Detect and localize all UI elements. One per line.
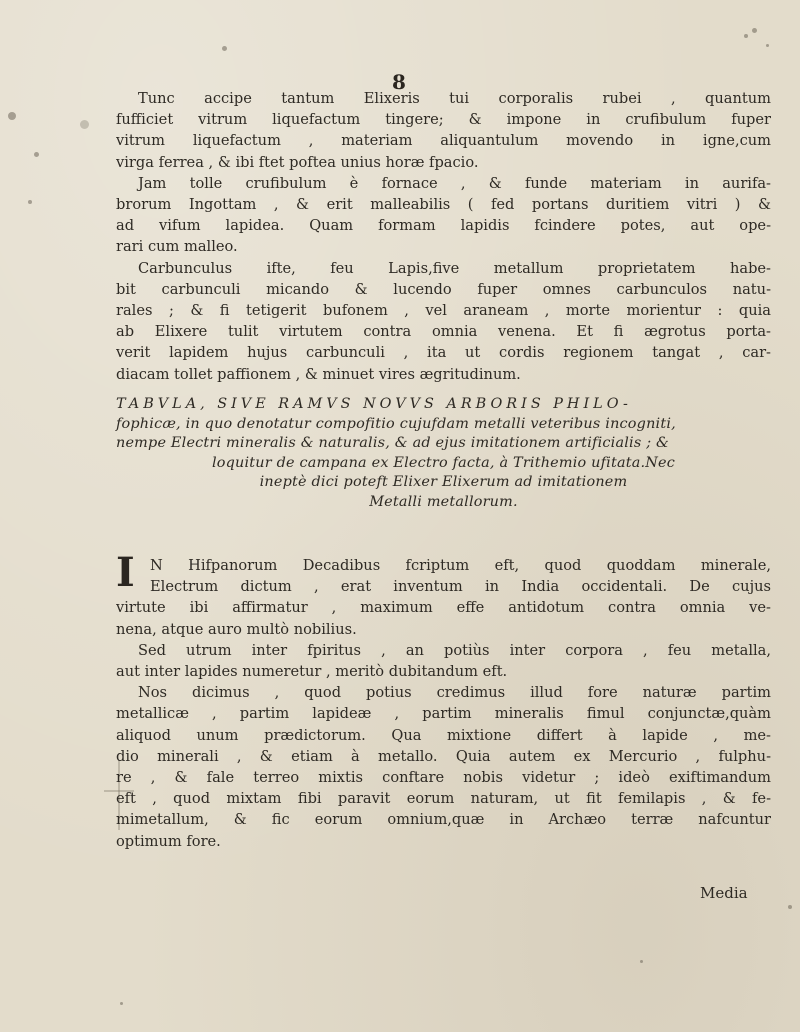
text-line: metallicæ , partim lapideæ , partim mineralis fimul conjunctæ,quàm — [116, 705, 771, 723]
ink-speck — [34, 152, 39, 157]
paragraph-2 — [116, 549, 771, 852]
text-line: ab Elixere tulit virtutem contra omnia venena. Et fi ægrotus porta- — [116, 323, 771, 341]
text-line: rales ; & fi tetigerit bufonem , vel araneam , morte morientur : quia — [116, 302, 771, 320]
heading-line: TABVLA, SIVE RAMVS NOVVS ARBORIS PHILO- — [116, 396, 632, 412]
ink-speck — [640, 960, 643, 963]
heading-line: fophicæ, in quo denotatur compofitio cujufdam metalli veteribus incogniti, — [116, 415, 676, 432]
text-line: rari cum malleo. — [116, 238, 238, 256]
text-line: Tunc accipe tantum Elixeris tui corporalis rubei , quantum — [138, 90, 771, 107]
ink-speck — [28, 200, 32, 204]
ink-speck — [752, 28, 757, 33]
section-heading — [116, 395, 771, 513]
text-line: brorum Ingottam , & erit malleabilis ( fed portans duritiem vitri ) & — [116, 196, 771, 214]
text-line: aliquod unum prædictorum. Qua mixtione differt à lapide , me- — [116, 726, 771, 744]
page-number: 8 — [392, 70, 406, 94]
text-line: Carbunculus ifte, feu Lapis,five metallum proprietatem habe- — [138, 259, 771, 277]
text-line: Jam tolle crufibulum è fornace , & funde materiam in aurifa- — [138, 174, 771, 192]
ink-speck — [8, 112, 16, 120]
text-line: Nos dicimus , quod potius credimus illud fore naturæ partim — [138, 684, 771, 702]
text-line: re , & fale terreo mixtis conftare nobis videtur ; ideò exiftimandum — [116, 769, 771, 787]
ink-speck — [744, 34, 748, 38]
paragraph-1 — [116, 88, 771, 385]
text-line: aut inter lapides numeretur , meritò dubitandum eft. — [116, 663, 508, 681]
ink-speck — [222, 46, 227, 51]
heading-line: ineptè dici poteft Elixer Elixerum ad imitationem — [259, 474, 628, 491]
heading-line: loquitur de campana ex Electro facta, à Trithemio ufitata.Nec — [211, 454, 676, 471]
text-line: fufficiet vitrum liquefactum tingere; & impone in crufibulum fuper — [116, 111, 771, 129]
ink-speck — [766, 44, 769, 47]
ink-speck — [80, 120, 89, 129]
text-line: ad vifum lapidea. Quam formam lapidis fcindere potes, aut ope- — [116, 217, 771, 235]
text-line: N Hifpanorum Decadibus fcriptum eft, quod quoddam minerale, — [150, 557, 771, 574]
text-line: virtute ibi affirmatur , maximum effe antidotum contra omnia ve- — [116, 599, 771, 617]
text-line: virga ferrea , & ibi ftet poftea unius horæ fpacio. — [116, 153, 479, 171]
ink-speck — [788, 905, 792, 909]
heading-line: Metalli metallorum. — [369, 493, 518, 510]
text-line: verit lapidem hujus carbunculi , ita ut cordis regionem tangat , car- — [116, 344, 771, 362]
text-line: bit carbunculi micando & lucendo fuper omnes carbunculos natu- — [116, 280, 771, 298]
text-line: nena, atque auro multò nobilius. — [116, 620, 357, 638]
text-line: mimetallum, & fic eorum omnium,quæ in Archæo terræ nafcuntur — [116, 811, 771, 829]
catchword: Media — [700, 884, 748, 902]
text-line: optimum fore. — [116, 832, 221, 850]
ink-speck — [120, 1002, 123, 1005]
text-line: eft , quod mixtam fibi paravit eorum naturam, ut fit femilapis , & fe- — [116, 790, 771, 808]
text-line: diacam tollet paffionem , & minuet vires ægritudinum. — [116, 365, 521, 383]
text-line: Sed utrum inter fpiritus , an potiùs inter corpora , feu metalla, — [138, 641, 771, 659]
text-line: dio minerali , & etiam à metallo. Quia autem ex Mercurio , fulphu- — [116, 747, 771, 765]
heading-line: nempe Electri mineralis & naturalis, & ad ejus imitationem artificialis ; & — [116, 435, 670, 452]
text-line: vitrum liquefactum , materiam aliquantulum movendo in igne,cum — [116, 132, 771, 150]
text-line: Electrum dictum , erat inventum in India occidentali. De cujus — [150, 578, 771, 596]
drop-cap: I — [116, 549, 135, 596]
